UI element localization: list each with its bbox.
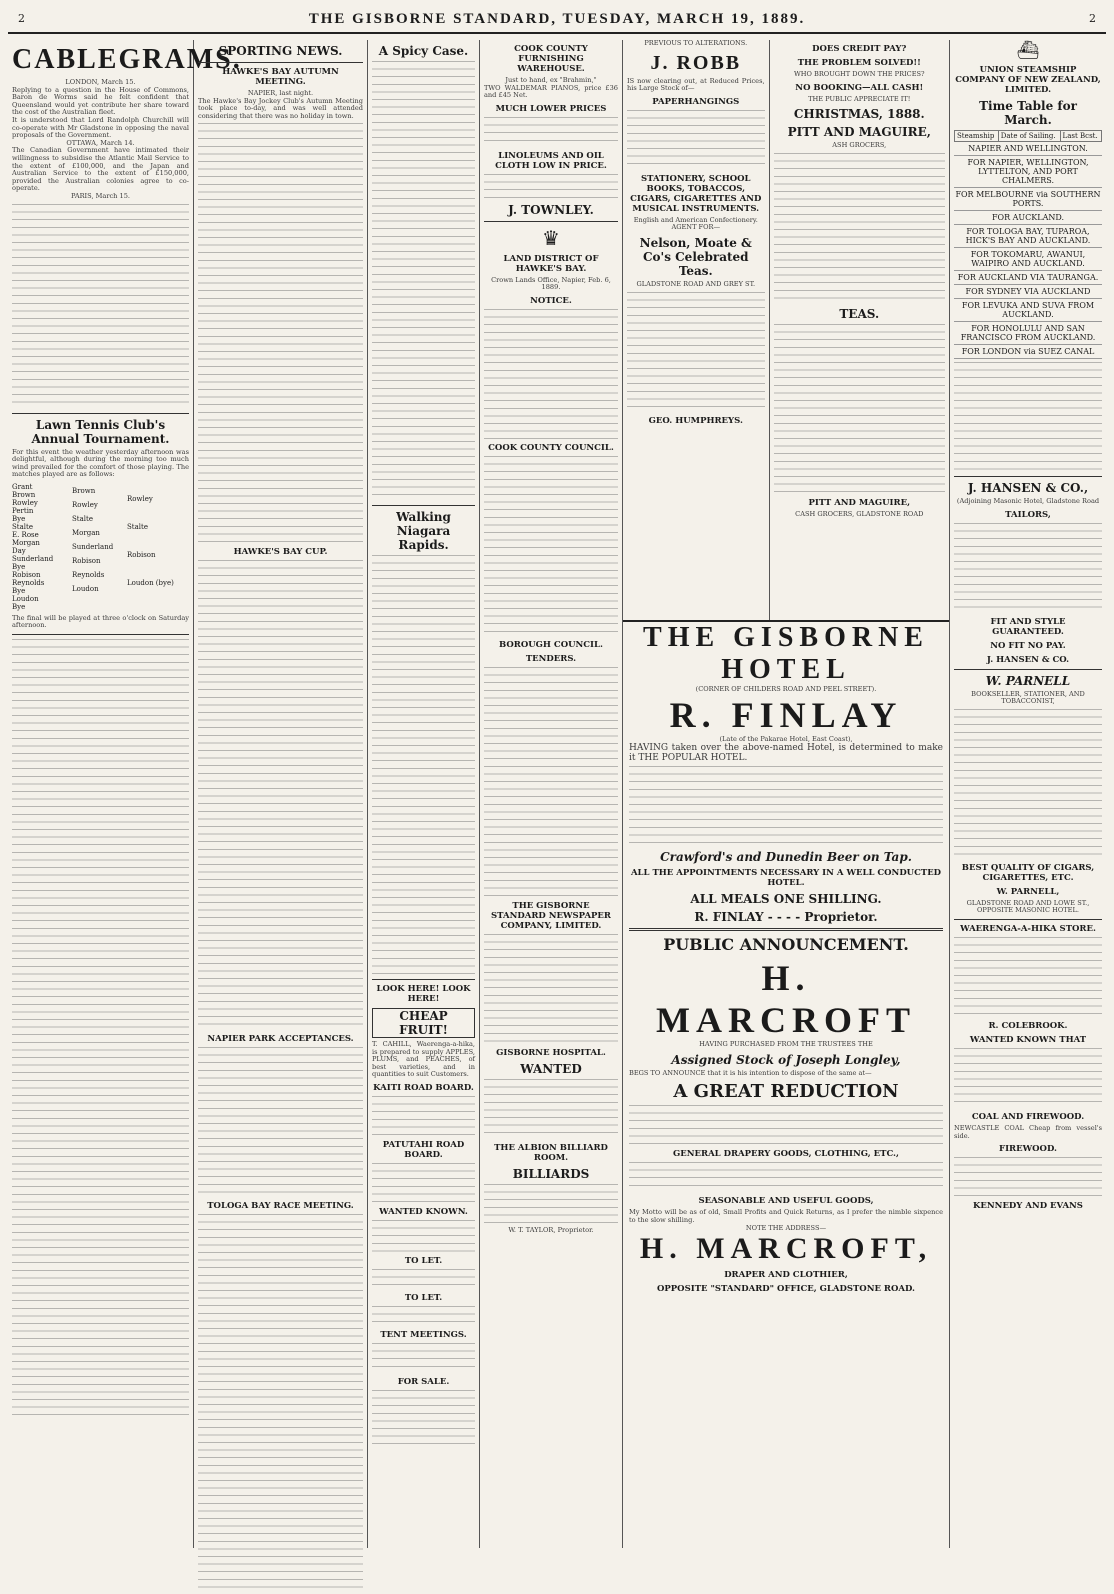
assigned-stock: Assigned Stock of Joseph Longley, [671, 1052, 901, 1067]
grocery-text [774, 153, 945, 303]
route-item: FOR TOKOMARU, AWANUI, WAIPIRO AND AUCKLAND. [954, 248, 1102, 271]
tent-text [372, 1343, 475, 1373]
route-item: FOR AUCKLAND. [954, 211, 1102, 225]
seasonable-goods: SEASONABLE AND USEFUL GOODS, [698, 1196, 874, 1207]
bracket-round-2 [72, 483, 127, 611]
column-shipping [950, 40, 1106, 1548]
hansen-name: J. HANSEN & CO., [967, 481, 1089, 495]
furnishing-intro: Just to hand, ex "Brahmin," [505, 76, 597, 84]
marcroft-name-2: H. MARCROFT, [639, 1232, 933, 1266]
bracket-entry: Day [12, 546, 26, 555]
pitt-maguire: PITT AND MAGUIRE, [787, 125, 931, 140]
sawyer-text [954, 1048, 1102, 1108]
cablegrams-heading: CABLEGRAMS. [12, 44, 242, 75]
motto: My Motto will be as of old, Small Profits and Quick Returns, as I prefer the nimble sixpence to the slow shilling. [629, 1208, 943, 1224]
billiards-text [484, 1184, 618, 1224]
having-purchased: HAVING PURCHASED FROM THE TRUSTEES THE [699, 1040, 873, 1049]
route-item: FOR MELBOURNE via SOUTHERN PORTS. [954, 188, 1102, 211]
kaiti-heading: KAITI ROAD BOARD. [373, 1082, 474, 1093]
bracket-entry: Rowley [72, 500, 98, 509]
bracket-entry: Bye [12, 514, 26, 523]
column-furnishing [480, 40, 623, 1548]
bracket-entry: Brown [12, 490, 36, 499]
tologa-bay-heading: TOLOGA BAY RACE MEETING. [207, 1201, 354, 1212]
col-date: Date of Sailing. [998, 131, 1060, 142]
hansen-text [954, 523, 1102, 613]
to-let-heading-2: TO LET. [404, 1292, 443, 1303]
cash-grocers: CASH GROCERS, GLADSTONE ROAD [795, 509, 924, 518]
col-steamship: Steamship [955, 131, 999, 142]
bracket-entry: Robison [12, 570, 41, 579]
hospital-text [484, 1079, 618, 1139]
bracket-entry: Bye [12, 586, 26, 595]
for-sale-heading: FOR SALE. [397, 1376, 450, 1387]
land-district-heading: LAND DISTRICT OF HAWKE'S BAY. [503, 253, 599, 274]
bracket-entry: Loudon [12, 594, 39, 603]
bracket-entry: Pertin [12, 506, 34, 515]
divider [629, 928, 943, 931]
bracket-entry: Reynolds [72, 570, 105, 579]
parnell-name-2: W. PARNELL, [996, 886, 1060, 897]
patutahi-heading: PATUTAHI ROAD BOARD. [382, 1139, 465, 1160]
bracket-entry: E. Rose [12, 530, 39, 539]
finlay-proprietor: R. FINLAY - - - - Proprietor. [694, 910, 878, 925]
divider [484, 221, 618, 222]
all-meals: ALL MEALS ONE SHILLING. [690, 892, 882, 907]
crown-lands-office: Crown Lands Office, Napier, Feb. 6, 1889. [491, 275, 611, 292]
teas-heading: TEAS. [839, 306, 880, 321]
robb-ad [623, 40, 770, 620]
route-item: FOR SYDNEY VIA AUCKLAND [954, 285, 1102, 299]
appointments: ALL THE APPOINTMENTS NECESSARY IN A WELL CONDUCTED HOTEL. [630, 868, 942, 889]
cahill-ad-text: T. CAHILL, Waerenga-a-hika, is prepared to supply APPLES, PLUMS, and PEACHES, of best varieties, and in quantities to suit Customers. [372, 1040, 475, 1079]
tenders-text [484, 667, 618, 897]
to-let-heading: TO LET. [404, 1255, 443, 1266]
drapery-text [629, 1162, 943, 1192]
column-container [8, 40, 1106, 1548]
bracket-round-3 [127, 483, 182, 611]
route-item: FOR LONDON via SUEZ CANAL [954, 345, 1102, 359]
niagara-heading: Walking Niagara Rapids. [396, 510, 451, 552]
christmas: CHRISTMAS, 1888. [793, 107, 925, 122]
firewood-heading: FIREWOOD. [999, 1144, 1057, 1155]
bracket-entry: Grant [12, 482, 33, 491]
divider [954, 919, 1102, 920]
parnell-name: W. PARNELL [985, 673, 1071, 688]
paperhangings: PAPERHANGINGS [652, 96, 740, 107]
cheap-fruit-banner: CHEAP FRUIT! [372, 1008, 475, 1038]
bracket-entry: Bye [12, 562, 26, 571]
great-reduction: A GREAT REDUCTION [673, 1081, 899, 1103]
firewood-text [954, 1157, 1102, 1197]
land-notice-text [484, 309, 618, 439]
robb-name: J. ROBB [650, 51, 742, 74]
steamship-icon: ⛴ [1016, 40, 1040, 61]
divider [12, 413, 189, 414]
crown-crest-icon: ♛ [542, 225, 560, 250]
tenders-heading: TENDERS. [525, 653, 577, 664]
bracket-entry: Rowley [127, 494, 153, 503]
bracket-entry: Reynolds [12, 578, 45, 587]
credit-pay: DOES CREDIT PAY? [812, 44, 907, 54]
cable-body-text [12, 204, 189, 409]
divider [198, 62, 363, 63]
opposite-standard: OPPOSITE "STANDARD" OFFICE, GLADSTONE ROAD. [656, 1284, 916, 1295]
stationery-list: STATIONERY, SCHOOL BOOKS, TOBACCOS, CIGARS, CIGARETTES AND MUSICAL INSTRUMENTS. [630, 173, 762, 214]
fit-style: FIT AND STYLE GUARANTEED. [990, 616, 1066, 637]
bracket-entry: Robison [127, 550, 156, 559]
tologa-results-text [198, 1214, 363, 1594]
gladstone-address: GLADSTONE ROAD AND GREY ST. [636, 279, 756, 288]
townley-name: J. TOWNLEY. [508, 202, 594, 217]
route-item: FOR HONOLULU AND SAN FRANCISCO FROM AUCKLAND. [954, 322, 1102, 345]
bracket-entry: Loudon (bye) [127, 578, 174, 587]
borough-heading: BOROUGH COUNCIL. [499, 639, 603, 650]
dateline-paris: PARIS, March 15. [71, 191, 130, 200]
having-taken: HAVING taken over the above-named Hotel, is determined to make it THE POPULAR HOTEL. [629, 743, 943, 764]
cigars-heading: BEST QUALITY OF CIGARS, CIGARETTES, ETC. [961, 862, 1095, 883]
drapery-goods: GENERAL DRAPERY GOODS, CLOTHING, ETC., [673, 1149, 899, 1160]
col-last: Last Bcst. [1060, 131, 1101, 142]
bracket-entry: Stalte [12, 522, 33, 531]
kaiti-text [372, 1096, 475, 1136]
column-sporting [194, 40, 368, 1548]
bracket-entry: Rowley [12, 498, 38, 507]
masthead [8, 6, 1106, 34]
hansen-address: (Adjoining Masonic Hotel, Gladstone Road [956, 497, 1100, 505]
bracket-entry: Loudon [72, 584, 99, 593]
coal-firewood: COAL AND FIREWOOD. [971, 1111, 1085, 1122]
no-booking: NO BOOKING—ALL CASH! [795, 82, 924, 93]
humphreys-name: GEO. HUMPHREYS. [648, 415, 743, 426]
pianos-ad: TWO WALDEMAR PIANOS, price £36 and £45 Net. [484, 83, 618, 100]
tent-meetings-heading: TENT MEETINGS. [380, 1329, 467, 1340]
sporting-heading: SPORTING NEWS. [218, 44, 343, 58]
waerenga-text [954, 937, 1102, 1017]
for-sale-text [372, 1390, 475, 1450]
gisborne-hotel: THE GISBORNE HOTEL [643, 622, 929, 685]
bracket-entry: Morgan [72, 528, 100, 537]
time-table: Time Table for March. [979, 99, 1077, 127]
parnell-address: GLADSTONE ROAD AND LOWE ST., [966, 898, 1090, 907]
standard-company-heading: THE GISBORNE STANDARD NEWSPAPER COMPANY, LIMITED. [491, 900, 611, 931]
billiard-room-heading: THE ALBION BILLIARD ROOM. [494, 1142, 608, 1163]
niagara-text [372, 555, 475, 975]
acceptances-text [198, 1047, 363, 1197]
bookseller: BOOKSELLER, STATIONER, AND TOBACCONIST, [971, 689, 1085, 706]
problem-solved: THE PROBLEM SOLVED!! [797, 58, 921, 68]
hotel-ad [623, 620, 949, 1294]
lawn-tennis-heading: Lawn Tennis Club's Annual Tournament. [31, 417, 170, 446]
pitt-maguire-ad [770, 40, 949, 620]
agent-for: AGENT FOR— [671, 223, 721, 232]
newcastle-coal: NEWCASTLE COAL Cheap from vessel's side. [954, 1123, 1102, 1140]
public-appreciate: THE PUBLIC APPRECIATE IT! [808, 94, 911, 103]
previous-alterations: PREVIOUS TO ALTERATIONS. [644, 39, 748, 47]
teas-text [774, 324, 945, 494]
robb-body [627, 110, 765, 170]
route-list [954, 142, 1102, 359]
spicy-case-text [372, 61, 475, 501]
finlay-name: R. FINLAY [669, 694, 903, 735]
hotel-text [629, 766, 943, 846]
tailors: TAILORS, [1005, 509, 1051, 520]
route-item: FOR NAPIER, WELLINGTON, LYTTELTON, AND PORT CHALMERS. [954, 156, 1102, 188]
page-number-right: 2 [1089, 12, 1096, 25]
route-item: FOR TOLOGA BAY, TUPAROA, HICK'S BAY AND AUCKLAND. [954, 225, 1102, 248]
top-ads-row [623, 40, 949, 620]
column-wide-ads [623, 40, 950, 1548]
hawkes-bay-cup-heading: HAWKE'S BAY CUP. [233, 547, 328, 558]
tournament-bracket [12, 483, 189, 611]
lower-prices: MUCH LOWER PRICES [495, 103, 607, 114]
beer-on-tap: Crawford's and Dunedin Beer on Tap. [660, 850, 912, 865]
who-brought: WHO BROUGHT DOWN THE PRICES? [793, 70, 925, 78]
patutahi-text [372, 1163, 475, 1203]
union-steamship: UNION STEAMSHIP COMPANY OF NEW ZEALAND, LIMITED. [955, 65, 1101, 95]
bracket-entry: Sunderland [72, 542, 114, 551]
late-pakarae: (Late of the Pakarae Hotel, East Coast), [719, 734, 853, 743]
hospital-heading: GISBORNE HOSPITAL. [496, 1047, 606, 1058]
public-announcement: PUBLIC ANNOUNCEMENT. [663, 935, 909, 955]
bracket-entry: Robison [72, 556, 101, 565]
local-news-text [12, 639, 189, 1419]
confectionery: English and American Confectionery. [633, 215, 758, 224]
company-notice-text [484, 934, 618, 1044]
pitt-maguire-2: PITT AND MAGUIRE, [808, 497, 911, 508]
nelson-teas: Nelson, Moate & Co's Celebrated Teas. [639, 235, 752, 278]
passenger-notes [954, 362, 1102, 472]
kennedy-evans: KENNEDY AND EVANS [973, 1201, 1083, 1212]
sporting-intro: The Hawke's Bay Jockey Club's Autumn Meeting took place to-day, and was well attended considering that there was no holiday in town. [198, 96, 363, 120]
lawn-tennis-text: For this event the weather yesterday afternoon was delightful, although during the morning too much wind prevailed for the comfort of those playing. The matches played are as follows: [12, 447, 189, 479]
opposite-masonic: OPPOSITE MASONIC HOTEL. [977, 906, 1079, 915]
cup-results-text [198, 560, 363, 1030]
hansen-name-2: J. HANSEN & CO. [986, 654, 1070, 665]
bracket-round-1 [12, 483, 72, 611]
no-fit-no-pay: NO FIT NO PAY. [990, 640, 1066, 651]
masthead-title: THE GISBORNE STANDARD, TUESDAY, MARCH 19, 1889. [308, 10, 806, 27]
ash-grocers: ASH GROCERS, [832, 141, 887, 150]
linoleum-heading: LINOLEUMS AND OIL CLOTH LOW IN PRICE. [495, 150, 607, 171]
race-results-text [198, 123, 363, 543]
route-item: FOR LEVUKA AND SUVA FROM AUCKLAND. [954, 299, 1102, 322]
furnishing-heading: COOK COUNTY FURNISHING WAREHOUSE. [514, 44, 588, 74]
parnell-text [954, 709, 1102, 859]
route-item: FOR AUCKLAND VIA TAURANGA. [954, 271, 1102, 285]
cable-lead: Replying to a question in the House of Commons, Baron de Worms said he felt confident that Queensland would yet contribute her share toward the cost of the Australian fleet. [12, 85, 189, 117]
council-text [484, 456, 618, 636]
hotel-corner: (CORNER OF CHILDERS ROAD AND PEEL STREET). [695, 685, 877, 693]
colebrook-name: R. COLEBROOK. [988, 1020, 1068, 1031]
autumn-meeting-heading: HAWKE'S BAY AUTUMN MEETING. [222, 67, 339, 87]
napier-dateline: NAPIER, last night. [247, 89, 314, 97]
bracket-entry: Stalte [127, 522, 148, 531]
spicy-case-heading: A Spicy Case. [378, 44, 469, 58]
furnishing-text [484, 117, 618, 147]
bracket-entry: Bye [12, 602, 26, 611]
cook-council-heading: COOK COUNTY COUNCIL. [488, 442, 614, 453]
note-address: NOTE THE ADDRESS— [745, 1223, 827, 1232]
divider [372, 505, 475, 506]
to-let-text [372, 1269, 475, 1289]
dateline-ottawa: OTTAWA, March 14. [66, 138, 135, 147]
hospital-wanted: WANTED [520, 1061, 582, 1076]
column-spicy-case [368, 40, 480, 1548]
bracket-entry: Morgan [12, 538, 40, 547]
timetable-header [954, 130, 1102, 142]
wanted-text [372, 1220, 475, 1252]
divider [12, 634, 189, 635]
reduction-text [629, 1105, 943, 1145]
robb-text: IS now clearing out, at Reduced Prices, his Large Stock of— [627, 76, 765, 93]
column-cablegrams [8, 40, 242, 1548]
to-let-text-2 [372, 1306, 475, 1326]
route-item: NAPIER AND WELLINGTON. [954, 142, 1102, 156]
wanted-known-2: WANTED KNOWN THAT [969, 1034, 1087, 1045]
fruit-ad-heading: LOOK HERE! LOOK HERE! [376, 984, 471, 1004]
notice-heading: NOTICE. [530, 295, 572, 306]
bracket-entry: Brown [72, 486, 96, 495]
napier-park-heading: NAPIER PARK ACCEPTANCES. [207, 1034, 354, 1045]
cable-para-3: The Canadian Government have intimated their willingness to subsidise the Atlantic Mail Service to the extent of £100,000, and the Japan and Australian Service to the extent of £150,000, provided the Australian colonies agree to co-operate. [12, 146, 189, 193]
draper-clothier: DRAPER AND CLOTHIER, [724, 1270, 848, 1281]
billiards-word: BILLIARDS [512, 1166, 590, 1181]
divider [954, 476, 1102, 477]
page-number-left: 2 [18, 12, 25, 25]
begs-announce: BEGS TO ANNOUNCE that it is his intention to dispose of the same at— [629, 1068, 872, 1077]
humphreys-text [627, 292, 765, 412]
bracket-entry: Stalte [72, 514, 93, 523]
cable-para-2: It is understood that Lord Randolph Churchill will co-operate with Mr Gladstone in opposing the naval proposals of the Government. [12, 115, 189, 140]
dateline-london: LONDON, March 15. [65, 78, 136, 86]
bracket-entry: Sunderland [12, 554, 54, 563]
linoleum-text [484, 174, 618, 199]
marcroft-name: H. MARCROFT [656, 958, 916, 1041]
divider [372, 979, 475, 980]
final-note: The final will be played at three o'clock on Saturday afternoon. [12, 613, 189, 630]
wanted-known-heading: WANTED KNOWN. [379, 1206, 468, 1217]
divider [954, 669, 1102, 670]
taylor-proprietor: W. T. TAYLOR, Proprietor. [508, 1225, 594, 1234]
waerenga-store: WAERENGA-A-HIKA STORE. [960, 923, 1096, 934]
